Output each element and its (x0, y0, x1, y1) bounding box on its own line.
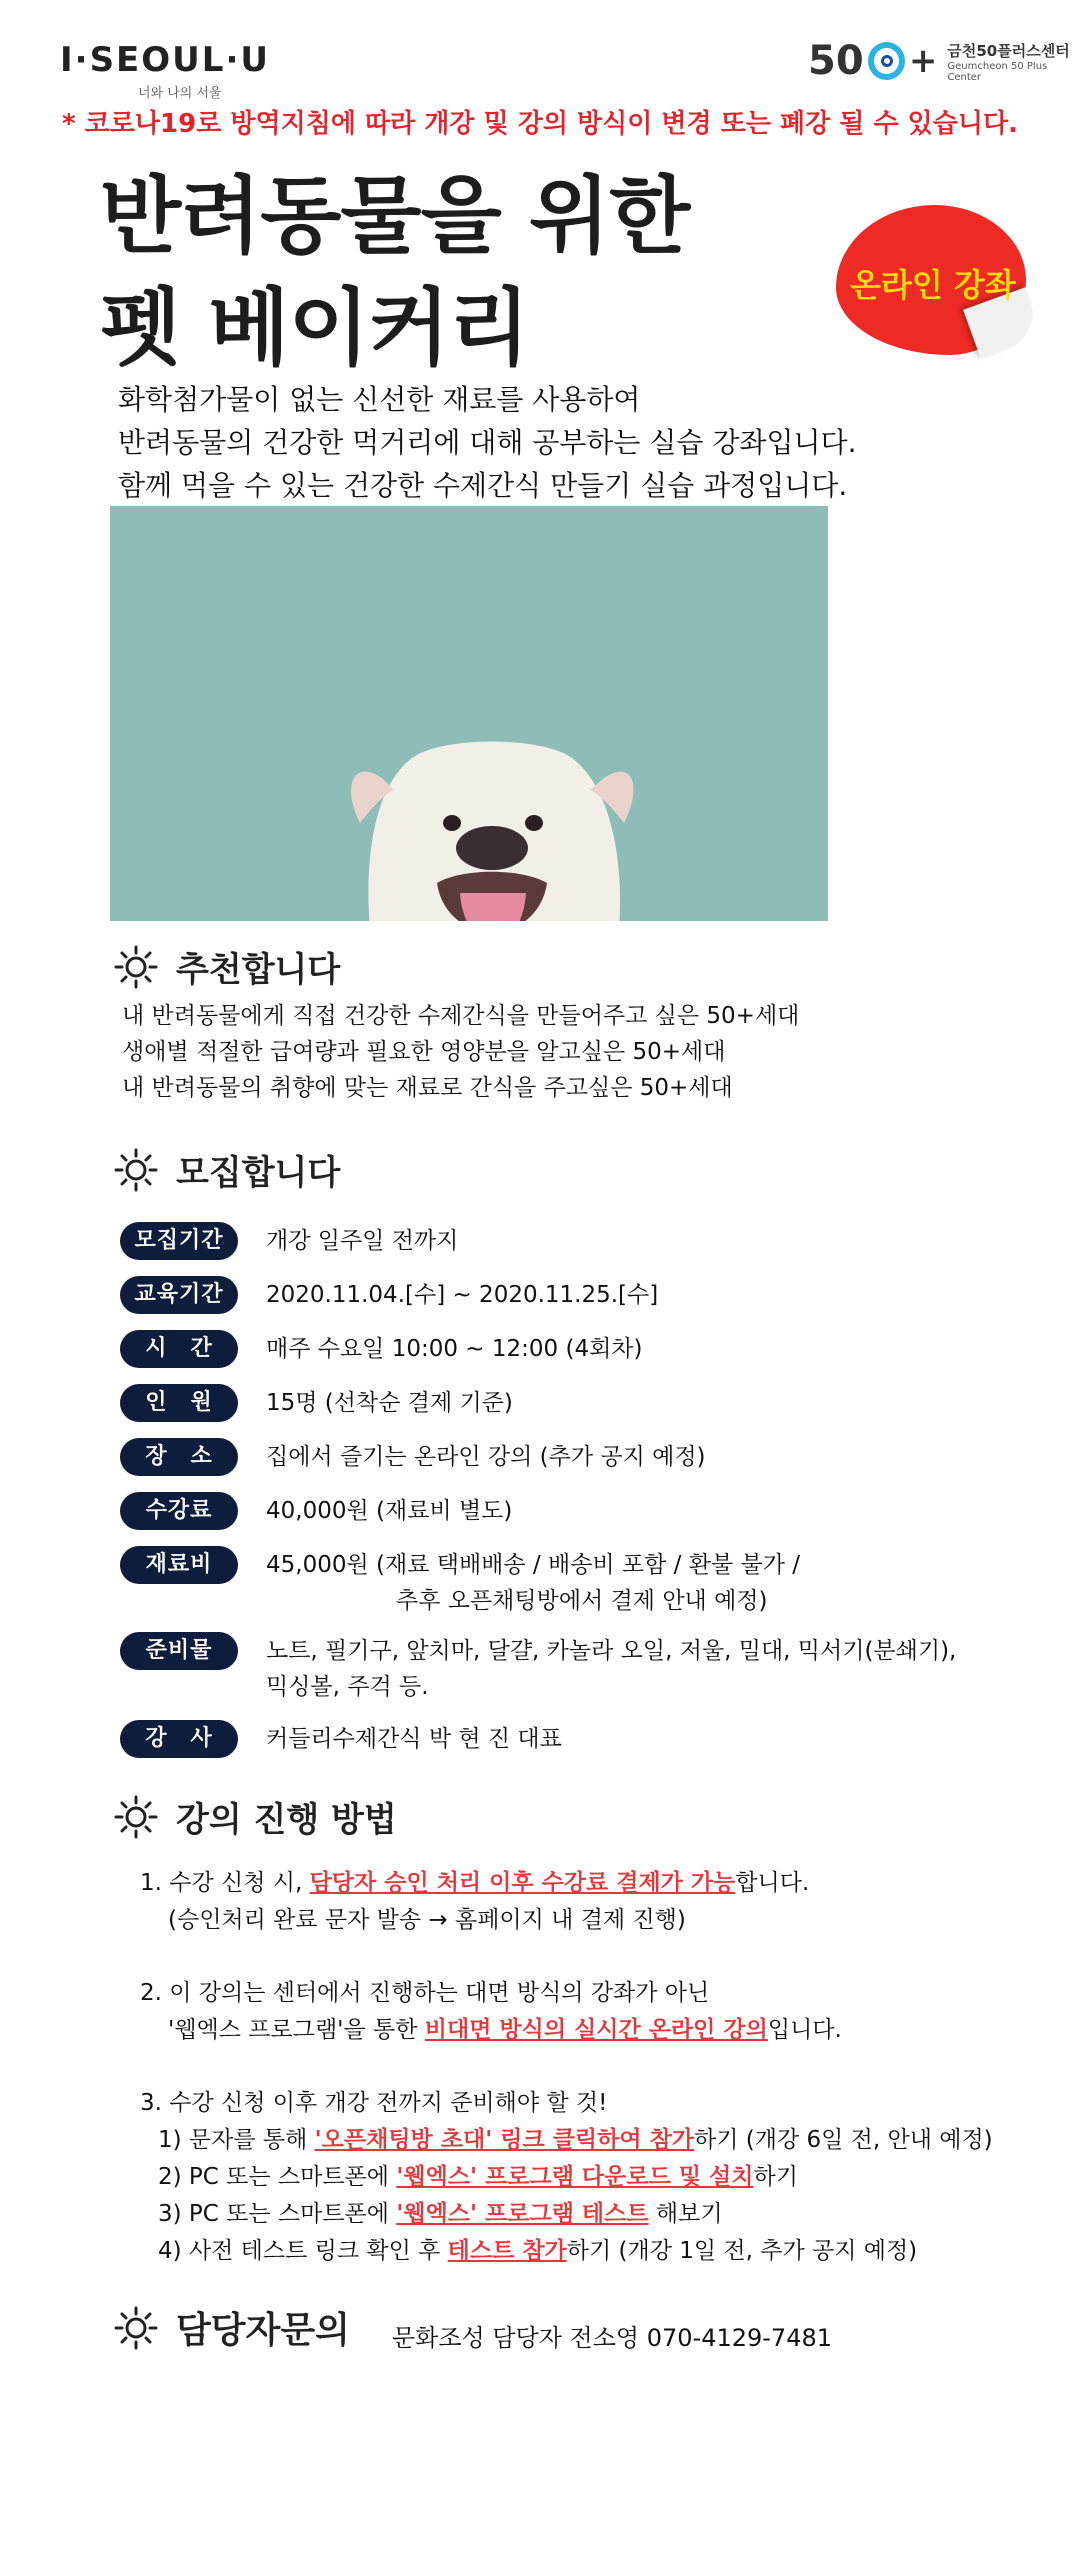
recommend-heading-text: 추천합니다 (176, 950, 341, 990)
center-name-en: Geumcheon 50 Plus Center (947, 60, 1048, 83)
sun-icon (114, 1795, 158, 1839)
list-item: 내 반려동물의 취향에 맞는 재료로 간식을 주고싶은 50+세대 (122, 1075, 733, 1101)
row-label: 수강료 (120, 1492, 238, 1530)
step-highlight: 비대면 방식의 실시간 온라인 강의 (424, 2017, 768, 2043)
center-logo-plus: + (908, 41, 938, 81)
row-label: 재료비 (120, 1546, 238, 1584)
row-value: 45,000원 (재료 택배배송 / 배송비 포함 / 환불 불가 / (266, 1552, 800, 1578)
online-course-badge (836, 205, 1042, 355)
intro-line: 함께 먹을 수 있는 건강한 수제간식 만들기 실습 과정입니다. (118, 469, 848, 502)
seoul-logo-text: I·SEOUL·U (60, 40, 270, 80)
title-line-1: 반려동물을 위한 (100, 167, 690, 265)
list-item: 생애별 적절한 급여량과 필요한 영양분을 알고싶은 50+세대 (122, 1039, 726, 1065)
sun-icon (114, 1148, 158, 1192)
row-label: 시 간 (120, 1330, 238, 1368)
row-label: 장 소 (120, 1438, 238, 1476)
seoul-logo (60, 40, 270, 101)
step-text: 하기 (개강 6일 전, 안내 예정) (694, 2127, 993, 2153)
row-label: 교육기간 (120, 1276, 238, 1314)
method-step-3 (140, 2085, 993, 2270)
row-label: 모집기간 (120, 1222, 238, 1260)
intro-line: 화학첨가물이 없는 신선한 재료를 사용하여 (118, 383, 641, 416)
method-step-2 (140, 1975, 842, 2049)
step-text: 3) PC 또는 스마트폰에 (158, 2201, 397, 2227)
row-value: 개강 일주일 전까지 (266, 1228, 459, 1254)
step-text: 해보기 (648, 2201, 723, 2227)
contact-info: 문화조성 담당자 전소영 070-4129-7481 (392, 2324, 833, 2352)
row-value-cont: 추후 오픈채팅방에서 결제 안내 예정) (396, 1588, 768, 1614)
contact-heading (114, 2302, 350, 2353)
center-logo-number: 50 (808, 38, 864, 84)
step-text: 합니다. (735, 1870, 810, 1896)
step-text: 3. 수강 신청 이후 개강 전까지 준비해야 할 것! (140, 2090, 608, 2116)
sun-icon (114, 2306, 158, 2350)
center-logo (808, 38, 1080, 84)
row-label: 인 원 (120, 1384, 238, 1422)
row-value: 매주 수요일 10:00 ~ 12:00 (4회차) (266, 1336, 643, 1362)
center-name-ko: 금천50플러스센터 (947, 41, 1070, 60)
step-text: 1. 수강 신청 시, (140, 1870, 310, 1896)
step-subtext: (승인처리 완료 문자 발송 → 홈페이지 내 결제 진행) (168, 1907, 686, 1933)
covid-notice: * 코로나19로 방역지침에 따라 개강 및 강의 방식이 변경 또는 폐강 될 수 있습니다. (62, 109, 1018, 139)
step-text: 2. 이 강의는 센터에서 진행하는 대면 방식의 강좌가 아닌 (140, 1980, 710, 2006)
step-text: 하기 (개강 1일 전, 추가 공지 예정) (566, 2238, 918, 2264)
row-value-cont: 믹싱볼, 주걱 등. (266, 1674, 429, 1700)
recruit-heading-text: 모집합니다 (176, 1153, 341, 1193)
title-line-2: 펫 베이커리 (100, 279, 529, 377)
step-text: 하기 (753, 2164, 798, 2190)
row-value: 15명 (선착순 결제 기준) (266, 1390, 513, 1416)
row-label: 준비물 (120, 1632, 238, 1670)
badge-label: 온라인 강좌 (850, 266, 1016, 304)
step-text: 4) 사전 테스트 링크 확인 후 (158, 2238, 448, 2264)
ring-icon (868, 42, 905, 80)
recommend-list (122, 998, 799, 1106)
method-step-1 (140, 1865, 809, 1939)
sun-icon (114, 945, 158, 989)
row-value: 노트, 필기구, 앞치마, 달걀, 카놀라 오일, 저울, 밀대, 믹서기(분쇄기), (266, 1638, 957, 1664)
method-heading (114, 1792, 397, 1841)
row-label: 강 사 (120, 1720, 238, 1758)
step-text: '웹엑스 프로그램'을 통한 (168, 2017, 425, 2043)
step-highlight: '웹엑스' 프로그램 다운로드 및 설치 (396, 2164, 754, 2190)
step-highlight: 테스트 참가 (447, 2238, 567, 2264)
step-highlight: '웹엑스' 프로그램 테스트 (396, 2201, 649, 2227)
row-value: 2020.11.04.[수] ~ 2020.11.25.[수] (266, 1282, 659, 1308)
method-heading-text: 강의 진행 방법 (176, 1800, 397, 1840)
contact-heading-text: 담당자문의 (176, 2310, 350, 2351)
bulldog-photo (110, 506, 828, 921)
list-item: 내 반려동물에게 직접 건강한 수제간식을 만들어주고 싶은 50+세대 (122, 1003, 800, 1029)
row-value: 40,000원 (재료비 별도) (266, 1498, 513, 1524)
step-text: 입니다. (767, 2017, 842, 2043)
step-highlight: '오픈채팅방 초대' 링크 클릭하여 참가 (314, 2127, 695, 2153)
row-value: 커들리수제간식 박 현 진 대표 (266, 1726, 562, 1752)
recruit-heading (114, 1145, 340, 1194)
intro-text (118, 378, 857, 507)
row-value: 집에서 즐기는 온라인 강의 (추가 공지 예정) (266, 1444, 706, 1470)
step-highlight: 담당자 승인 처리 이후 수강료 결제가 가능 (309, 1870, 736, 1896)
bulldog-illustration (342, 718, 642, 921)
seoul-logo-subtitle: 너와 나의 서울 (138, 86, 222, 101)
step-text: 1) 문자를 통해 (158, 2127, 315, 2153)
page-title (100, 160, 689, 384)
recommend-heading (114, 942, 340, 991)
step-text: 2) PC 또는 스마트폰에 (158, 2164, 397, 2190)
intro-line: 반려동물의 건강한 먹거리에 대해 공부하는 실습 강좌입니다. (118, 426, 857, 459)
